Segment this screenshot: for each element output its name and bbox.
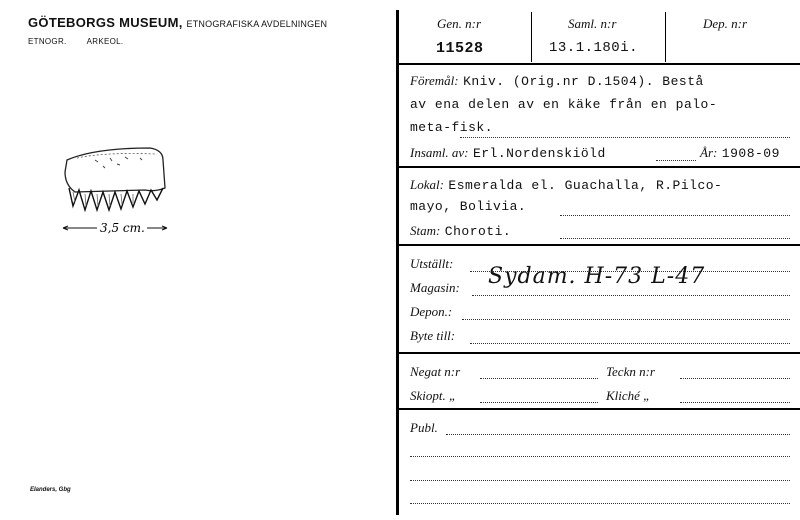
- foremal-label: Föremål:: [410, 73, 459, 88]
- ar-label: År:: [700, 145, 718, 160]
- foremal-dots: [460, 137, 790, 138]
- lokal-line2: mayo, Bolivia.: [410, 199, 527, 214]
- insaml-value: Erl.Nordenskiöld: [472, 146, 606, 161]
- utstallt-label: Utställt:: [410, 256, 454, 271]
- printer-mark: Elanders, Gbg: [30, 487, 71, 493]
- section-rule-3: [398, 352, 800, 354]
- kliche-label: Kliché „: [606, 388, 651, 403]
- skiopt-label: Skiopt. „: [410, 388, 457, 403]
- header-rule: [398, 63, 800, 65]
- gen-nr-label: Gen. n:r: [437, 16, 482, 31]
- magasin-value: Sydam. H-73 L-47: [488, 264, 706, 289]
- byte-dots: [470, 343, 790, 344]
- stam-label: Stam:: [410, 223, 441, 238]
- depon-dots: [462, 319, 790, 320]
- scale-label: 3,5 cm.: [100, 221, 145, 235]
- stam-row: [410, 222, 511, 240]
- header-separator-1: [531, 12, 532, 62]
- lokal-line1: Esmeralda el. Guachalla, R.Pilco-: [448, 178, 723, 193]
- section-rule-4: [398, 408, 800, 410]
- stam-dots: [560, 238, 790, 239]
- section-rule-2: [398, 244, 800, 246]
- stam-value: Choroti.: [444, 224, 512, 239]
- lokal-dots: [560, 215, 790, 216]
- depon-label: Depon.:: [410, 304, 453, 319]
- publ-dots-2: [410, 456, 790, 457]
- publ-label: Publ.: [410, 420, 438, 435]
- foremal-line1: Kniv. (Orig.nr D.1504). Bestå: [463, 74, 704, 89]
- teckn-label: Teckn n:r: [606, 364, 655, 379]
- skiopt-dots: [480, 402, 598, 403]
- foremal-row: [410, 72, 704, 90]
- saml-nr-value: 13.1.180i.: [549, 40, 639, 56]
- museum-subdivisions: [28, 37, 141, 46]
- museum-name: GÖTEBORGS MUSEUM,: [28, 15, 183, 30]
- lokal-label: Lokal:: [410, 177, 444, 192]
- kliche-dots: [680, 402, 790, 403]
- publ-dots-3: [410, 480, 790, 481]
- dep-nr-label: Dep. n:r: [703, 16, 748, 31]
- knife-jaw-sketch: [55, 140, 185, 250]
- foremal-line2: av ena delen av en käke från en palo-: [410, 97, 718, 112]
- negat-label: Negat n:r: [410, 364, 461, 379]
- publ-dots-4: [410, 503, 790, 504]
- ar-value: 1908-09: [721, 146, 780, 161]
- publ-dots-1: [446, 434, 790, 435]
- byte-label: Byte till:: [410, 328, 456, 343]
- header-separator-2: [665, 12, 666, 62]
- insaml-dots: [656, 160, 696, 161]
- subdivision-etnogr: ETNOGR.: [28, 37, 67, 46]
- gen-nr-value: 11528: [436, 40, 484, 57]
- saml-nr-label: Saml. n:r: [568, 16, 617, 31]
- magasin-dots: [472, 295, 790, 296]
- magasin-label: Magasin:: [410, 280, 460, 295]
- teckn-dots: [680, 378, 790, 379]
- section-rule-1: [398, 166, 800, 168]
- ar-row: [700, 144, 780, 162]
- subdivision-arkeol: ARKEOL.: [86, 37, 124, 46]
- insaml-row: [410, 144, 606, 162]
- negat-dots: [480, 378, 598, 379]
- insaml-label: Insaml. av:: [410, 145, 469, 160]
- museum-department: ETNOGRAFISKA AVDELNINGEN: [186, 19, 328, 29]
- museum-title: [28, 15, 327, 30]
- lokal-row: [410, 176, 722, 194]
- foremal-line3: meta-fisk.: [410, 120, 494, 135]
- card-divider: [396, 10, 399, 515]
